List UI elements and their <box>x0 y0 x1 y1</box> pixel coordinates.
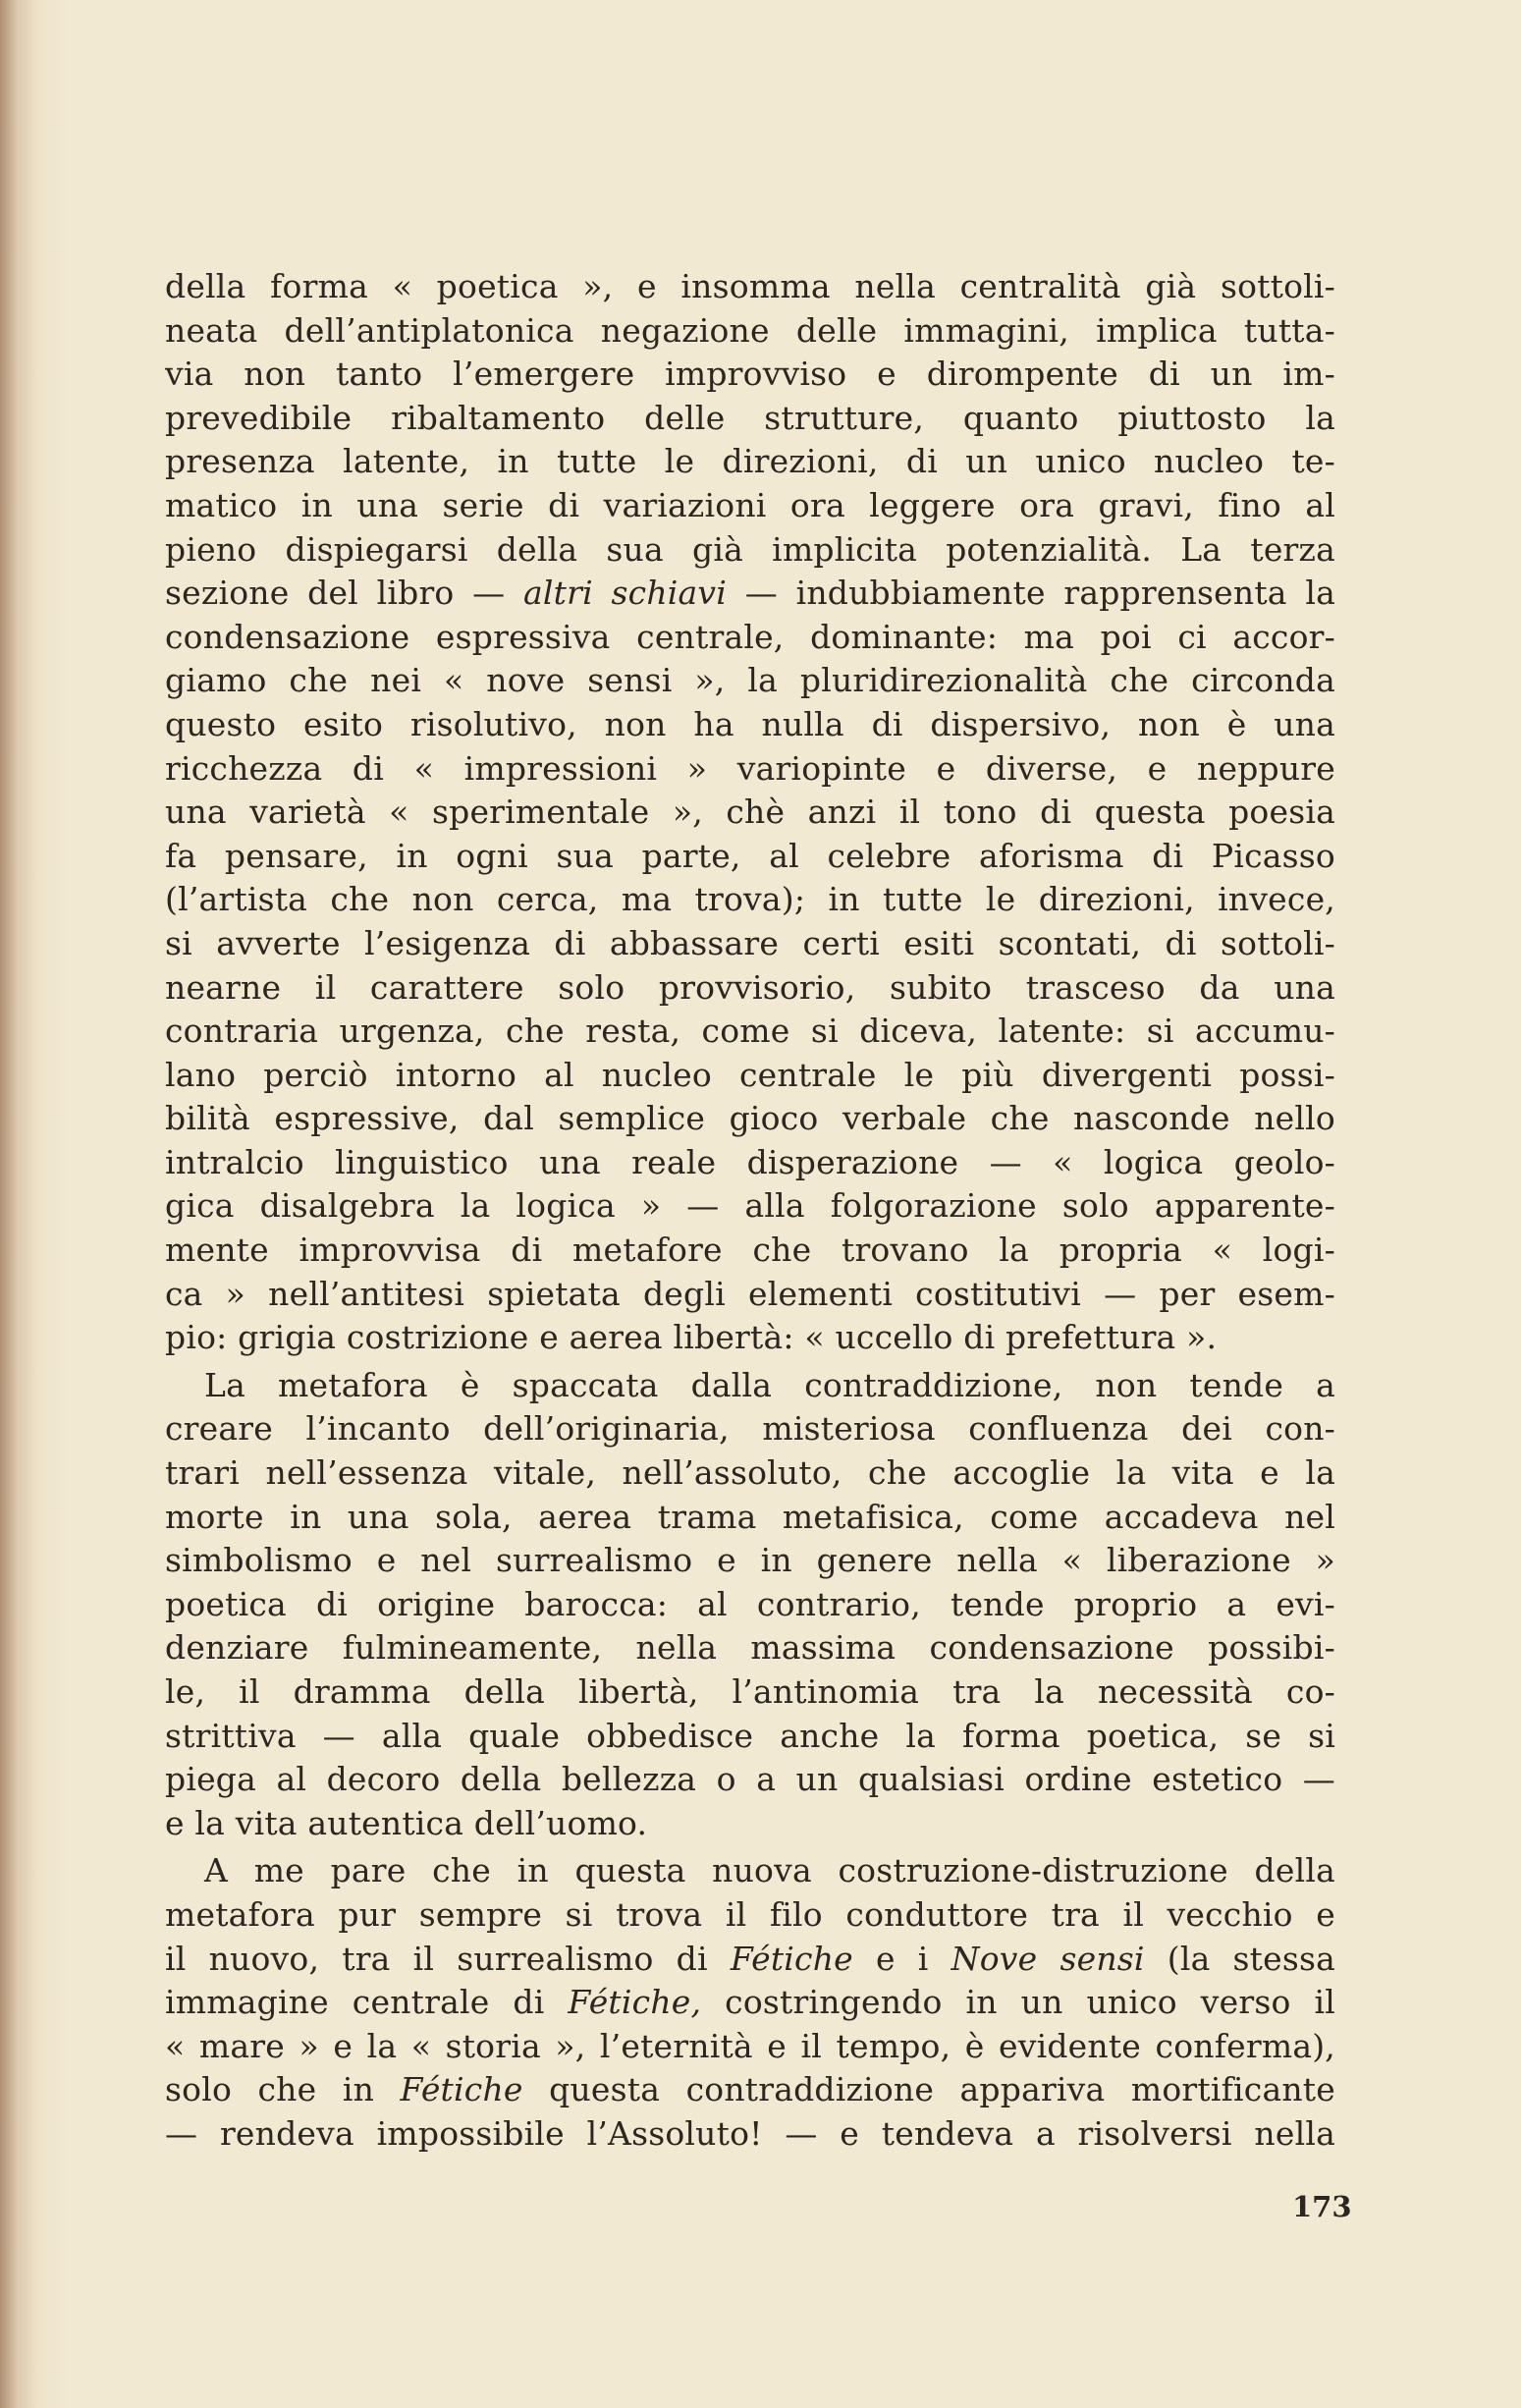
text-segment: condensazione espressiva centrale, dominante: ma poi ci accor- <box>165 617 1335 656</box>
text-line <box>165 1938 1335 1982</box>
text-segment: piega al decoro della bellezza o a un qualsiasi ordine estetico — <box>165 1760 1335 1799</box>
text-segment: denziare fulmineamente, nella massima condensazione possibi- <box>165 1628 1335 1668</box>
text-segment: si avverte l’esigenza di abbassare certi esiti scontati, di sottoli- <box>165 923 1335 962</box>
text-line <box>165 703 1335 747</box>
italic-title: Fétiche <box>730 1939 853 1978</box>
text-segment: le, il dramma della libertà, l’antinomia tra la necessità co- <box>165 1672 1335 1711</box>
text-line <box>165 572 1335 616</box>
text-line <box>165 528 1335 573</box>
text-segment: La metafora è spaccata dalla contraddizione, non tende a <box>204 1365 1335 1404</box>
text-line <box>165 1364 1335 1408</box>
text-segment: costringendo in un unico verso il <box>701 1983 1335 2022</box>
text-segment: prevedibile ribaltamento delle strutture, quanto piuttosto la <box>165 398 1335 437</box>
text-line <box>165 309 1335 354</box>
text-segment: e i <box>852 1939 951 1978</box>
italic-title: Nove sensi <box>951 1939 1145 1978</box>
text-segment: sezione del libro — <box>165 574 524 613</box>
text-line <box>165 1407 1335 1451</box>
text-segment: questa contraddizione appariva mortificante <box>522 2070 1335 2109</box>
text-segment: simbolismo e nel surrealismo e in genere nella « liberazione » <box>165 1541 1335 1580</box>
text-segment: fa pensare, in ogni sua parte, al celebre aforisma di Picasso <box>165 836 1335 875</box>
text-line <box>165 1715 1335 1759</box>
text-line <box>165 747 1335 792</box>
text-line <box>165 265 1335 309</box>
italic-title: Fétiche, <box>568 1983 702 2022</box>
text-segment: — rendeva impossibile l’Assoluto! — e tendeva a risolversi nella <box>165 2113 1335 2153</box>
text-line <box>165 1229 1335 1273</box>
italic-title: Fétiche <box>400 2070 523 2109</box>
text-line <box>165 1758 1335 1802</box>
text-segment: presenza latente, in tutte le direzioni, di un unico nucleo te- <box>165 442 1335 481</box>
text-line <box>165 397 1335 441</box>
text-line <box>165 2112 1335 2157</box>
text-segment: nearne il carattere solo provvisorio, subito trasceso da una <box>165 967 1335 1007</box>
text-segment: A me pare che in questa nuova costruzione-distruzione della <box>204 1851 1335 1890</box>
text-segment: pieno dispiegarsi della sua già implicita potenzialità. La terza <box>165 529 1335 569</box>
text-segment: « mare » e la « storia », l’eternità e il tempo, è evidente conferma), <box>165 2026 1335 2065</box>
text-segment: creare l’incanto dell’originaria, misteriosa confluenza dei con- <box>165 1409 1335 1449</box>
text-segment: bilità espressive, dal semplice gioco verbale che nasconde nello <box>165 1099 1335 1138</box>
text-segment: gica disalgebra la logica » — alla folgorazione solo apparente- <box>165 1186 1335 1226</box>
text-segment: contraria urgenza, che resta, come si diceva, latente: si accumu- <box>165 1012 1335 1051</box>
text-segment: solo che in <box>165 2070 401 2109</box>
text-segment: pio: grigia costrizione e aerea libertà: « uccello di prefettura ». <box>165 1318 1218 1357</box>
italic-title: altri schiavi <box>523 574 728 613</box>
text-segment: (l’artista che non cerca, ma trova); in tutte le direzioni, invece, <box>165 880 1335 919</box>
text-line <box>165 1626 1335 1670</box>
text-line <box>165 1316 1335 1360</box>
text-line <box>165 1097 1335 1141</box>
text-segment: e la vita autentica dell’uomo. <box>165 1803 648 1842</box>
text-line <box>165 1802 1335 1846</box>
page-number: 173 <box>1292 2190 1352 2223</box>
text-segment: via non tanto l’emergere improvviso e dirompente di un im- <box>165 355 1335 394</box>
text-segment: trari nell’essenza vitale, nell’assoluto, che accoglie la vita e la <box>165 1453 1335 1493</box>
text-line <box>165 659 1335 703</box>
body-text <box>165 265 1335 2157</box>
text-line <box>165 835 1335 879</box>
text-line <box>165 1893 1335 1938</box>
text-segment: della forma « poetica », e insomma nella centralità già sottoli- <box>165 267 1335 305</box>
text-segment: — indubbiamente rapprensenta la <box>727 574 1335 613</box>
text-line <box>165 1010 1335 1054</box>
text-line <box>165 616 1335 660</box>
text-segment: una varietà « sperimentale », chè anzi il tono di questa poesia <box>165 793 1335 832</box>
text-segment: mente improvvisa di metafore che trovano la propria « logi- <box>165 1231 1335 1270</box>
text-line <box>165 2025 1335 2069</box>
text-line <box>165 1054 1335 1098</box>
text-segment: matico in una serie di variazioni ora leggere ora gravi, fino al <box>165 485 1335 524</box>
text-line <box>165 1496 1335 1540</box>
paragraph <box>165 1849 1335 2156</box>
text-line <box>165 484 1335 528</box>
text-segment: neata dell’antiplatonica negazione delle immagini, implica tutta- <box>165 310 1335 350</box>
text-line <box>165 2068 1335 2112</box>
text-line <box>165 1141 1335 1185</box>
text-segment: morte in una sola, aerea trama metafisica, come accadeva nel <box>165 1497 1335 1536</box>
text-segment: (la stessa <box>1144 1939 1335 1978</box>
text-line <box>165 966 1335 1011</box>
text-segment: poetica di origine barocca: al contrario, tende proprio a evi- <box>165 1584 1335 1623</box>
text-line <box>165 1583 1335 1627</box>
text-line <box>165 1451 1335 1496</box>
text-line <box>165 1273 1335 1317</box>
text-line <box>165 1981 1335 2025</box>
text-line <box>165 791 1335 835</box>
text-segment: ca » nell’antitesi spietata degli elementi costitutivi — per esem- <box>165 1274 1335 1313</box>
text-line <box>165 1539 1335 1583</box>
text-line <box>165 878 1335 922</box>
text-segment: questo esito risolutivo, non ha nulla di dispersivo, non è una <box>165 704 1335 743</box>
text-segment: il nuovo, tra il surrealismo di <box>165 1939 731 1978</box>
text-segment: lano perciò intorno al nucleo centrale le più divergenti possi- <box>165 1055 1335 1094</box>
text-segment: giamo che nei « nove sensi », la pluridirezionalità che circonda <box>165 661 1335 700</box>
text-line <box>165 440 1335 484</box>
text-line <box>165 353 1335 397</box>
paragraph <box>165 265 1335 1360</box>
text-segment: immagine centrale di <box>165 1983 569 2022</box>
text-segment: metafora pur sempre si trova il filo conduttore tra il vecchio e <box>165 1894 1335 1934</box>
text-line <box>165 1670 1335 1715</box>
paragraph <box>165 1364 1335 1846</box>
text-line <box>165 1184 1335 1229</box>
text-segment: strittiva — alla quale obbedisce anche la forma poetica, se si <box>165 1716 1335 1755</box>
text-line <box>165 922 1335 966</box>
text-segment: intralcio linguistico una reale disperazione — « logica geolo- <box>165 1142 1335 1181</box>
text-line <box>165 1849 1335 1893</box>
text-segment: ricchezza di « impressioni » variopinte e diverse, e neppure <box>165 748 1335 788</box>
